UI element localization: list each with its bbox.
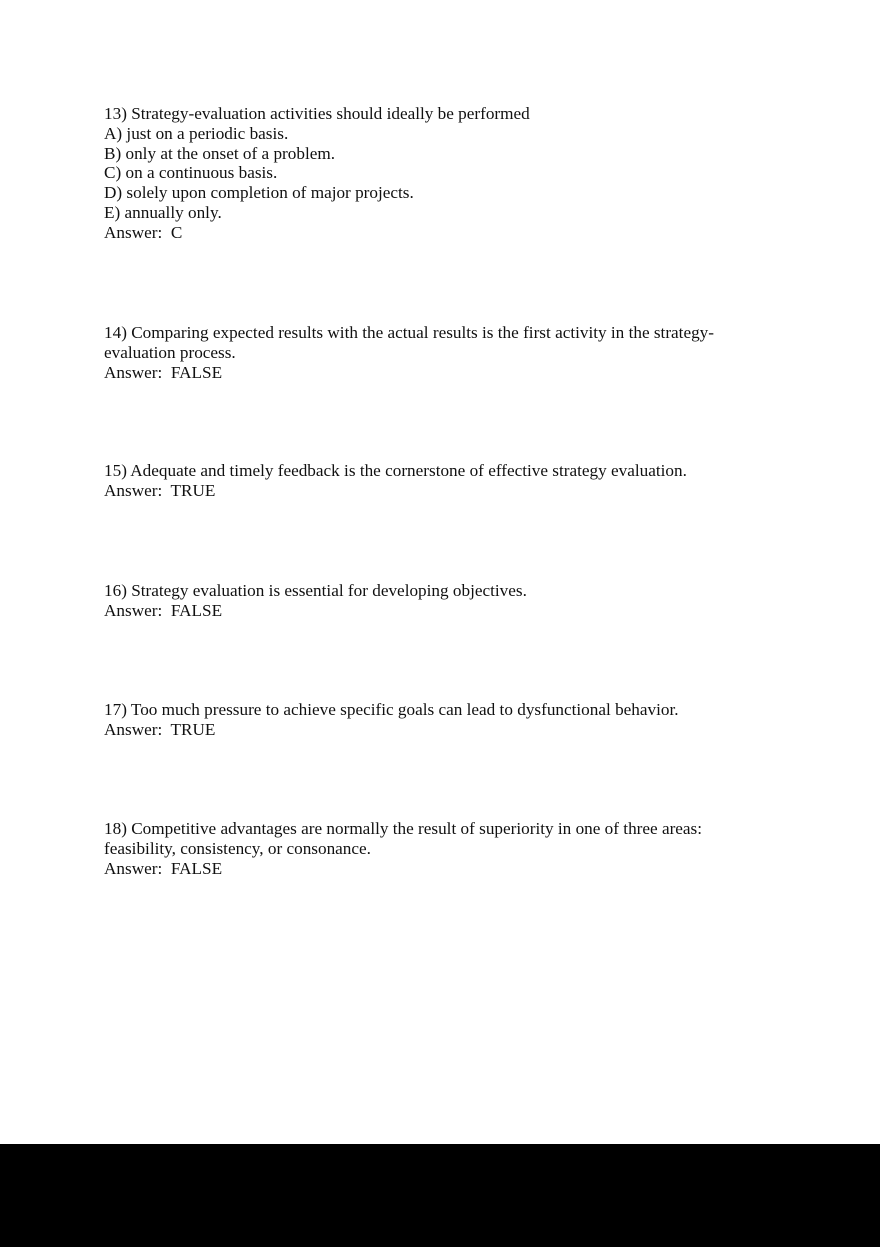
question-16	[104, 581, 744, 621]
question-text-continued: feasibility, consistency, or consonance.	[104, 838, 371, 858]
option-a: A) just on a periodic basis.	[104, 123, 289, 143]
option-b: B) only at the onset of a problem.	[104, 143, 336, 163]
black-bottom-band	[0, 1144, 880, 1247]
answer: Answer: FALSE	[104, 858, 223, 878]
question-14	[104, 323, 744, 382]
question-13	[104, 104, 744, 243]
option-e: E) annually only.	[104, 202, 222, 222]
question-text: 17) Too much pressure to achieve specific goals can lead to dysfunctional behavior.	[104, 700, 679, 719]
option-d: D) solely upon completion of major projects.	[104, 183, 414, 203]
answer: Answer: TRUE	[104, 480, 216, 500]
answer: Answer: FALSE	[104, 600, 223, 620]
answer: Answer: TRUE	[104, 719, 216, 739]
question-15	[104, 461, 744, 501]
question-text-continued: evaluation process.	[104, 342, 236, 362]
question-text: 18) Competitive advantages are normally the result of superiority in one of three areas:	[104, 819, 703, 838]
question-text: 15) Adequate and timely feedback is the cornerstone of effective strategy evaluation.	[104, 461, 687, 480]
question-text: 14) Comparing expected results with the actual results is the first activity in the strategy-	[104, 323, 714, 342]
answer: Answer: FALSE	[104, 362, 223, 382]
option-c: C) on a continuous basis.	[104, 163, 278, 183]
question-17	[104, 700, 744, 740]
question-18	[104, 819, 744, 878]
answer: Answer: C	[104, 222, 183, 242]
question-text: 16) Strategy evaluation is essential for developing objectives.	[104, 581, 527, 600]
question-text: 13) Strategy-evaluation activities should ideally be performed	[104, 104, 530, 123]
